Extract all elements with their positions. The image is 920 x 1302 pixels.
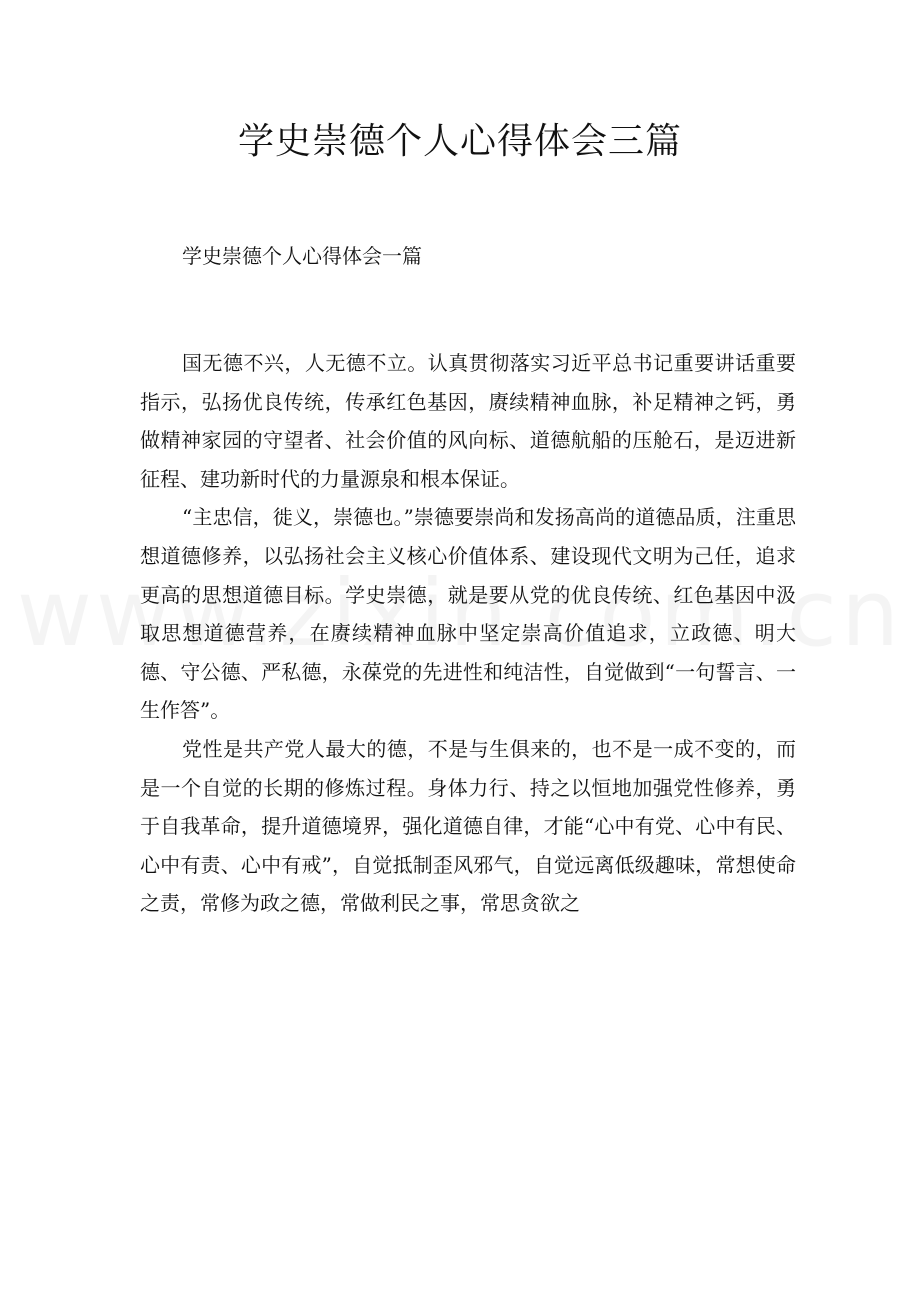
document-body <box>140 344 796 923</box>
paragraph: 党性是共产党人最大的德，不是与生俱来的，也不是一成不变的，而是一个自觉的长期的修炼过程。身体力行、持之以恒地加强党性修养，勇于自我革命，提升道德境界，强化道德自律，才能“心中有党、心中有民、心中有责、心中有戒”，自觉抵制歪风邪气，自觉远离低级趣味，常想使命之责，常修为政之德，常做利民之事，常思贪欲之 <box>140 736 796 916</box>
paragraph: “主忠信，徙义，崇德也。”崇德要崇尚和发扬高尚的道德品质，注重思想道德修养，以弘扬社会主义核心价值体系、建设现代文明为己任，追求更高的思想道德目标。学史崇德，就是要从党的优良传统、红色基因中汲取思想道德营养，在赓续精神血脉中坚定崇高价值追求，立政德、明大德、守公德、严私德，永葆党的先进性和纯洁性，自觉做到“一句誓言、一生作答”。 <box>140 505 796 723</box>
document-title: 学史崇德个人心得体会三篇 <box>237 121 682 162</box>
paragraph: 国无德不兴，人无德不立。认真贯彻落实习近平总书记重要讲话重要指示，弘扬优良传统，传承红色基因，赓续精神血脉，补足精神之钙，勇做精神家园的守望者、社会价值的风向标、道德航船的压舱石，是迈进新征程、建功新时代的力量源泉和根本保证。 <box>140 351 796 491</box>
section-subtitle: 学史崇德个人心得体会一篇 <box>182 244 422 268</box>
